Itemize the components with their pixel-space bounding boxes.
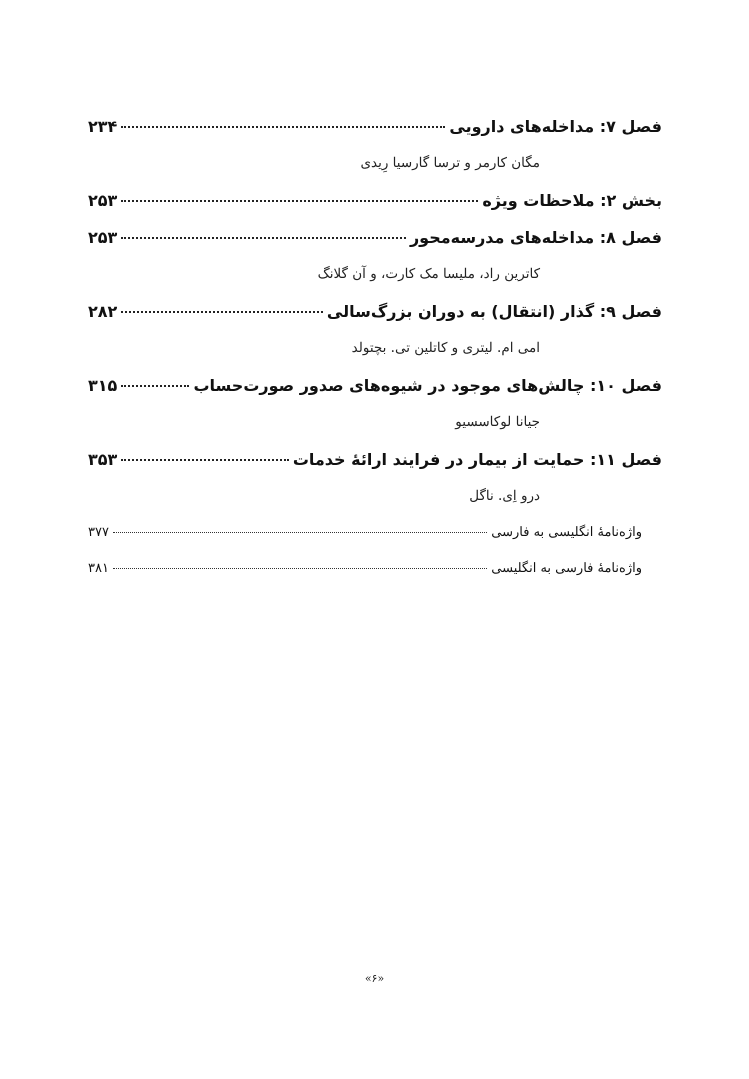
toc-entry-page: ۳۷۷ <box>88 525 109 540</box>
toc-entry-title: فصل ۷: مداخله‌های دارویی <box>449 117 662 136</box>
toc-entry-title: فصل ۸: مداخله‌های مدرسه‌محور <box>409 228 662 247</box>
dot-leader <box>113 568 487 569</box>
toc-entry-page: ۲۵۳ <box>88 228 118 247</box>
toc-entry-title: واژه‌نامهٔ فارسی به انگلیسی <box>491 561 642 576</box>
dot-leader <box>113 532 487 533</box>
toc-entry-page: ۳۸۱ <box>88 561 109 576</box>
toc-entry-author: درو اِی. ناگل <box>469 488 540 504</box>
dot-leader <box>121 126 445 128</box>
toc-entry-glossary-en-fa[interactable] <box>88 515 662 551</box>
dot-leader <box>121 237 406 239</box>
toc-entry-author: جیانا لوکاسسیو <box>455 414 540 430</box>
toc-entry-title: بخش ۲: ملاحظات ویژه <box>482 191 662 210</box>
toc-entry-chapter-10[interactable] <box>88 367 662 404</box>
toc-entry-chapter-9[interactable] <box>88 293 662 330</box>
toc-entry-page: ۳۵۳ <box>88 450 118 469</box>
toc-entry-chapter-7[interactable] <box>88 108 662 145</box>
page-number: «۶» <box>364 972 385 985</box>
toc-entry-page: ۳۱۵ <box>88 376 118 395</box>
dot-leader <box>121 459 289 461</box>
toc-entry-page: ۲۵۳ <box>88 191 118 210</box>
dot-leader <box>121 311 323 313</box>
toc-entry-page: ۲۳۴ <box>88 117 118 136</box>
toc-entry-title: فصل ۹: گذار (انتقال) به دوران بزرگ‌سالی <box>326 302 662 321</box>
dot-leader <box>121 385 189 387</box>
toc-entry-author: امی ام. لیتری و کاتلین تی. بچتولد <box>351 340 540 356</box>
toc-entry-title: واژه‌نامهٔ انگلیسی به فارسی <box>491 525 642 540</box>
toc-entry-author: مگان کارمر و ترسا گارسیا رِیدی <box>360 155 540 171</box>
dot-leader <box>121 200 478 202</box>
toc-entry-glossary-fa-en[interactable] <box>88 551 662 587</box>
toc-entry-author: کاترین راد، ملیسا مک کارت، و آن گلانگ <box>317 266 540 282</box>
toc-entry-chapter-8[interactable] <box>88 219 662 256</box>
toc-entry-page: ۲۸۲ <box>88 302 118 321</box>
toc-entry-title: فصل ۱۰: چالش‌های موجود در شیوه‌های صدور صورت‌حساب <box>193 376 662 395</box>
toc-entry-chapter-11[interactable] <box>88 441 662 478</box>
toc-entry-part-2[interactable] <box>88 182 662 219</box>
table-of-contents <box>88 108 662 587</box>
toc-entry-title: فصل ۱۱: حمایت از بیمار در فرایند ارائهٔ خدمات <box>292 450 662 469</box>
